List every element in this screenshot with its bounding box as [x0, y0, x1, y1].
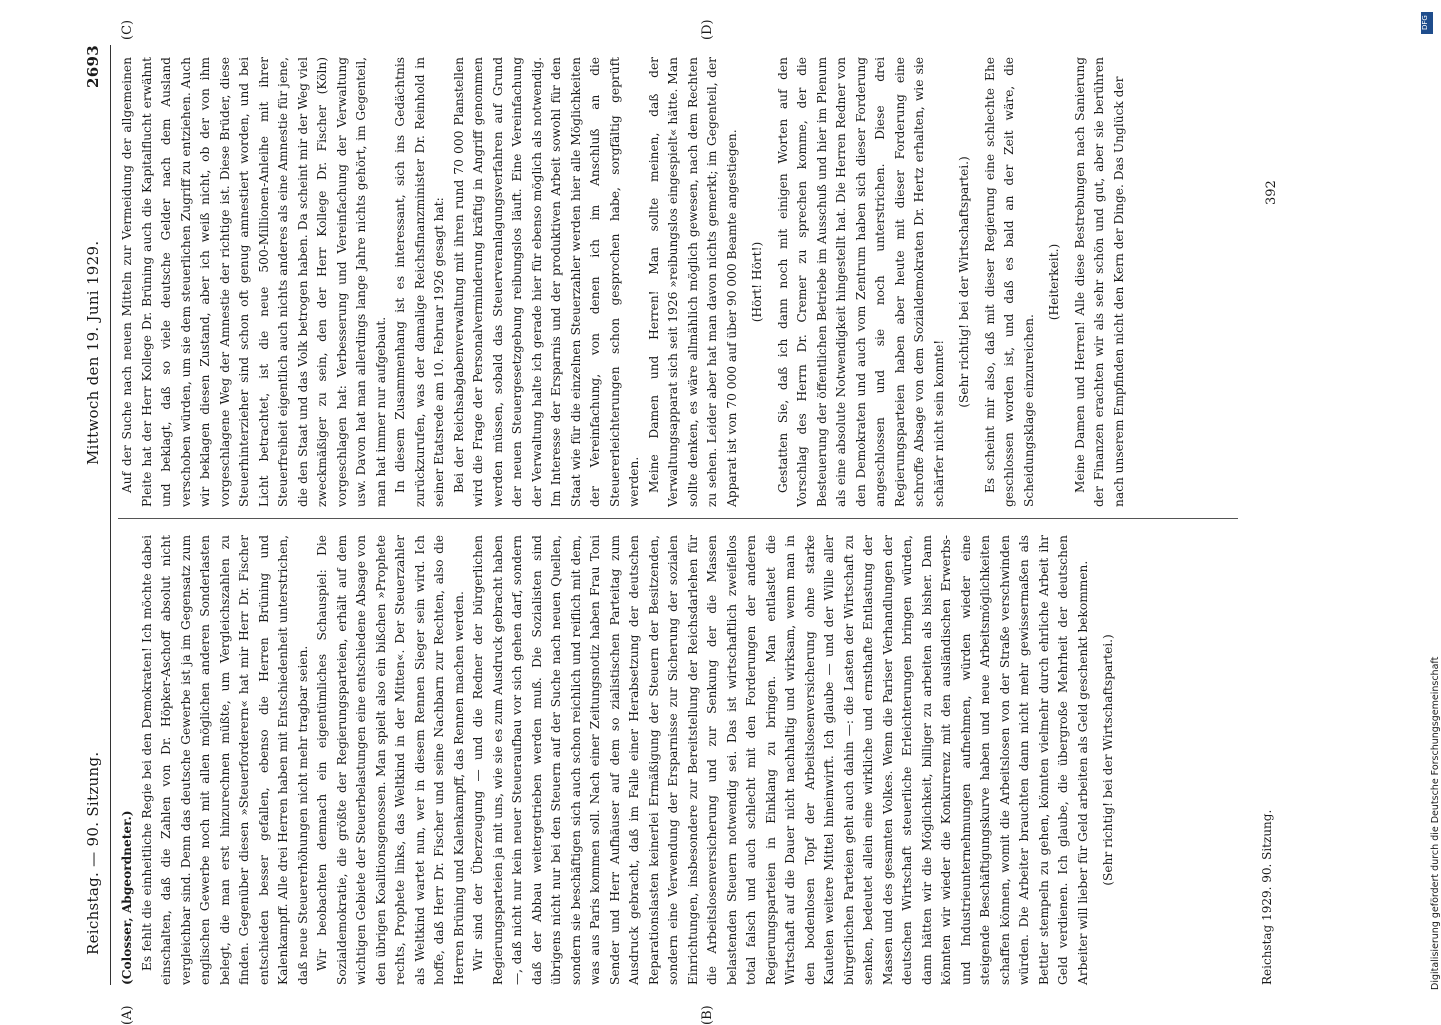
page-footer: Reichstag 1929. 90. Sitzung.	[1260, 809, 1274, 985]
paragraph: Meine Damen und Herren! Alle diese Bestrebungen nach Sanierung der Finanzen erachten wir als sehr schön und gut, aber sie berühren nach unserem Empfinden nicht den Kern der Dinge. Das Unglück der	[1072, 57, 1126, 507]
paragraph: Es scheint mir also, daß mit dieser Regierung eine schlechte Ehe geschlossen worden ist, und daß es bald an der Zeit wäre, die Scheidungsklage einzureichen.	[982, 57, 1036, 507]
quote-paragraph: Bei der Reichsabgabenverwaltung mit ihren rund 70 000 Planstellen wird die Frage der Personalverminderung kräftig in Angriff genommen werden müssen, sobald das Steuerveranlagungsverfahren auf Grund der neuen Steuergesetzgebung reibungslos läuft. Eine Vereinfachung der Verwaltung halte ich gerade hier für ebenso möglich als notwendig. Im Interesse der Ersparnis und der produktiven Arbeit sowohl für den Staat wie für die einzelnen Steuerzahler werden hier alle Möglichkeiten der Vereinfachung, von denen ich im Anschluß an die Steuererleichterungen schon gesprochen habe, sorgfältig geprüft werden.	[451, 57, 641, 507]
speaker-label: (Colosser, Abgeordneter.)	[120, 810, 134, 985]
margin-marker-c: (C)	[120, 19, 135, 40]
paragraph: Wir sind der Überzeugung — und die Redner der bürgerlichen Regierungsparteien ja mit uns, wie sie es zum Ausdruck gebracht haben —, daß nicht nur kein neuer Steueraufbau vor sich gehen darf, sondern daß der Abbau weitergetrieben werden muß. Die Sozialisten sind übrigens nicht nur bei den Steuern auf der Suche nach neuen Quellen, sondern sie beschäftigen sich auch schon reichlich und reiflich mit dem, was aus Paris kommen soll. Nach einer Zeitungsnotiz haben Frau Toni Sender und Herr Aufhäuser auf dem so zialistischen Parteitag zum Ausdruck gebracht, daß im Falle einer Herabsetzung der deutschen Reparationslasten keinerlei Ermäßigung der Steuern der Besitzenden, sondern eine Verwendung der Ersparnisse zur Sicherung der sozialen Einrichtungen, insbesondere zur Bereitstellung der Reichsdarlehen für die Arbeitslosenversicherung und zur Senkung der die Massen belastenden Steuern notwendig sei. Das ist wirtschaftlich zweifellos total falsch und auch schlecht mit den Forderungen der anderen Regierungsparteien in Einklang zu bringen. Man entlastet die Wirtschaft auf die Dauer nicht nachhaltig und wirksam, wenn man in den bodenlosen Topf der Arbeitslosenversicherung ohne starke Kautelen weitere Mittel hineinwirft. Ich glaube — und der Wille aller bürgerlichen Parteien geht auch dahin —: die Lasten der Wirtschaft zu senken, bedeutet allein eine wirkliche und ernsthafte Entlastung der Massen und des gesamten Volkes. Wenn die Pariser Verhandlungen der deutschen Wirtschaft steuerliche Erleichterungen bringen würden, dann hätten wir die Möglichkeit, billiger zu arbeiten als bisher. Dann könnten wir wieder die Konkurrenz mit den ausländischen Erwerbs- und Industrieunternehmungen aufnehmen, würden wieder eine steigende Beschäftigungskurve haben und neue Arbeitsmöglichkeiten schaffen können, womit die Arbeitslosen von der Straße verschwinden würden. Die Arbeiter brauchten dann nicht mehr gewissermaßen als Bettler stempeln zu gehen, könnten vielmehr durch ehrliche Arbeit ihr Geld verdienen. Ich glaube, die übergroße Mehrheit der deutschen Arbeiter will lieber für Geld arbeiten als Geld geschenkt bekommen.	[471, 535, 1090, 985]
margin-marker-b: (B)	[700, 1005, 715, 1025]
dfg-credit-line: Digitalisierung gefördert durch die Deutsche Forschungsgemeinschaft	[1430, 656, 1441, 990]
interjection: (Sehr richtig! bei der Wirtschaftspartei.)	[957, 156, 971, 408]
header-rule	[110, 45, 111, 985]
page-header	[80, 45, 110, 985]
right-column	[118, 57, 1248, 507]
margin-marker-a: (A)	[120, 1005, 135, 1025]
paragraph: Gestatten Sie, daß ich dann noch mit einigen Worten auf den Vorschlag des Herrn Dr. Cremer zu sprechen komme, der die Besteuerung der öffentlichen Betriebe im Ausschuß und hier im Plenum als eine absolute Notwendigkeit hingestellt hat. Die Herren Redner von den Demokraten und auch vom Zentrum haben sich dieser Forderung angeschlossen und sie noch unterstrichen. Diese drei Regierungsparteien haben aber heute mit dieser Forderung eine schroffe Absage von dem Sozialdemokraten Dr. Hertz erhalten, wie sie schärfer nicht sein konnte!	[775, 57, 946, 507]
interjection: (Heiterkeit.)	[1047, 243, 1061, 321]
signature-mark: 392	[1264, 180, 1279, 205]
paragraph: Meine Damen und Herren! Man sollte meinen, daß der Verwaltungsapparat sich seit 1926 »reibungslos eingespielt« hätte. Man sollte denken, es wäre allmählich möglich gewesen, nach dem Rechten zu sehen. Leider aber hat man davon nichts gemerkt; im Gegenteil, der Apparat ist von 70 000 auf über 90 000 Beamte angestiegen.	[646, 57, 739, 507]
paragraph: In diesem Zusammenhang ist es interessant, sich ins Gedächtnis zurückzurufen, was der damalige Reichsfinanzminister Dr. Reinhold in seiner Etatsrede am 10. Februar 1926 gesagt hat:	[393, 57, 446, 507]
dfg-logo: DFG	[1421, 12, 1433, 34]
left-column	[118, 535, 1248, 985]
interjection: (Hört! Hört!)	[750, 241, 764, 323]
header-left: Reichstag. — 90. Sitzung.	[84, 751, 102, 955]
paragraph: Es fehlt die einheitliche Regie bei den Demokraten! Ich möchte dabei einschalten, daß die Zahlen von Dr. Höpker-Aschoff absolut nicht vergleichbar sind. Denn das deutsche Gewerbe ist ja im Gegensatz zum englischen Gewerbe noch mit allen möglichen anderen Sonderlasten belegt, die man erst hinzurechnen müßte, um Vergleichszahlen zu finden. Gegenüber diesen »Steuerforderern« hat mir Herr Dr. Fischer entschieden besser gefallen, ebenso die Herren Brüning und Kalenkampff. Alle drei Herren haben mit Entschiedenheit unterstrichen, daß neue Steuererhöhungen nicht mehr tragbar seien.	[139, 535, 310, 985]
margin-marker-d: (D)	[700, 19, 715, 40]
interjection: (Sehr richtig! bei der Wirtschaftspartei.)	[1101, 634, 1115, 886]
page-number: 2693	[84, 45, 102, 88]
paragraph: Auf der Suche nach neuen Mitteln zur Vermeidung der allgemeinen Pleite hat der Herr Kollege Dr. Brüning auch die Kapitalflucht erwähnt und beklagt, daß so viele deutsche Gelder nach dem Ausland verschoben würden, um sie dem steuerlichen Zugriff zu entziehen. Auch wir beklagen diesen Zustand, aber ich weiß nicht, ob der von ihm vorgeschlagene Weg der Amnestie der richtige ist. Diese Brüder, diese Steuerhinterzieher sind schon oft genug amnestiert worden, und bei Licht betrachtet, ist die neue 500-Millionen-Anleihe mit ihrer Steuerfreiheit eigentlich auch nichts anderes als eine Amnestie für jene, die den Staat und das Volk betrogen haben. Da scheint mir der Weg viel zweckmäßiger zu sein, den der Herr Kollege Dr. Fischer (Köln) vorgeschlagen hat: Verbesserung und Vereinfachung der Verwaltung usw. Davon hat man allerdings lange Jahre nichts gehört, im Gegenteil, man hat immer nur aufgebaut.	[120, 57, 388, 507]
header-date: Mittwoch den 19. Juni 1929.	[84, 240, 102, 465]
rotated-page	[80, 19, 1320, 1025]
paragraph: Wir beobachten demnach ein eigentümliches Schauspiel: Die Sozialdemokratie, die größte der Regierungsparteien, erhält auf dem wichtigen Gebiete der Steuerbelastungen eine entschiedene Absage von den übrigen Koalitionsgenossen. Man spielt also ein bißchen »Prophete rechts, Prophete links, das Weltkind in der Mitten«. Der Steuerzahler als Weltkind wartet nun, wer in diesem Rennen Sieger sein wird. Ich hoffe, daß Herr Dr. Fischer und seine Nachbarn zur Rechten, also die Herren Brüning und Kalenkampff, das Rennen machen werden.	[315, 535, 466, 985]
column-divider	[118, 518, 1238, 519]
